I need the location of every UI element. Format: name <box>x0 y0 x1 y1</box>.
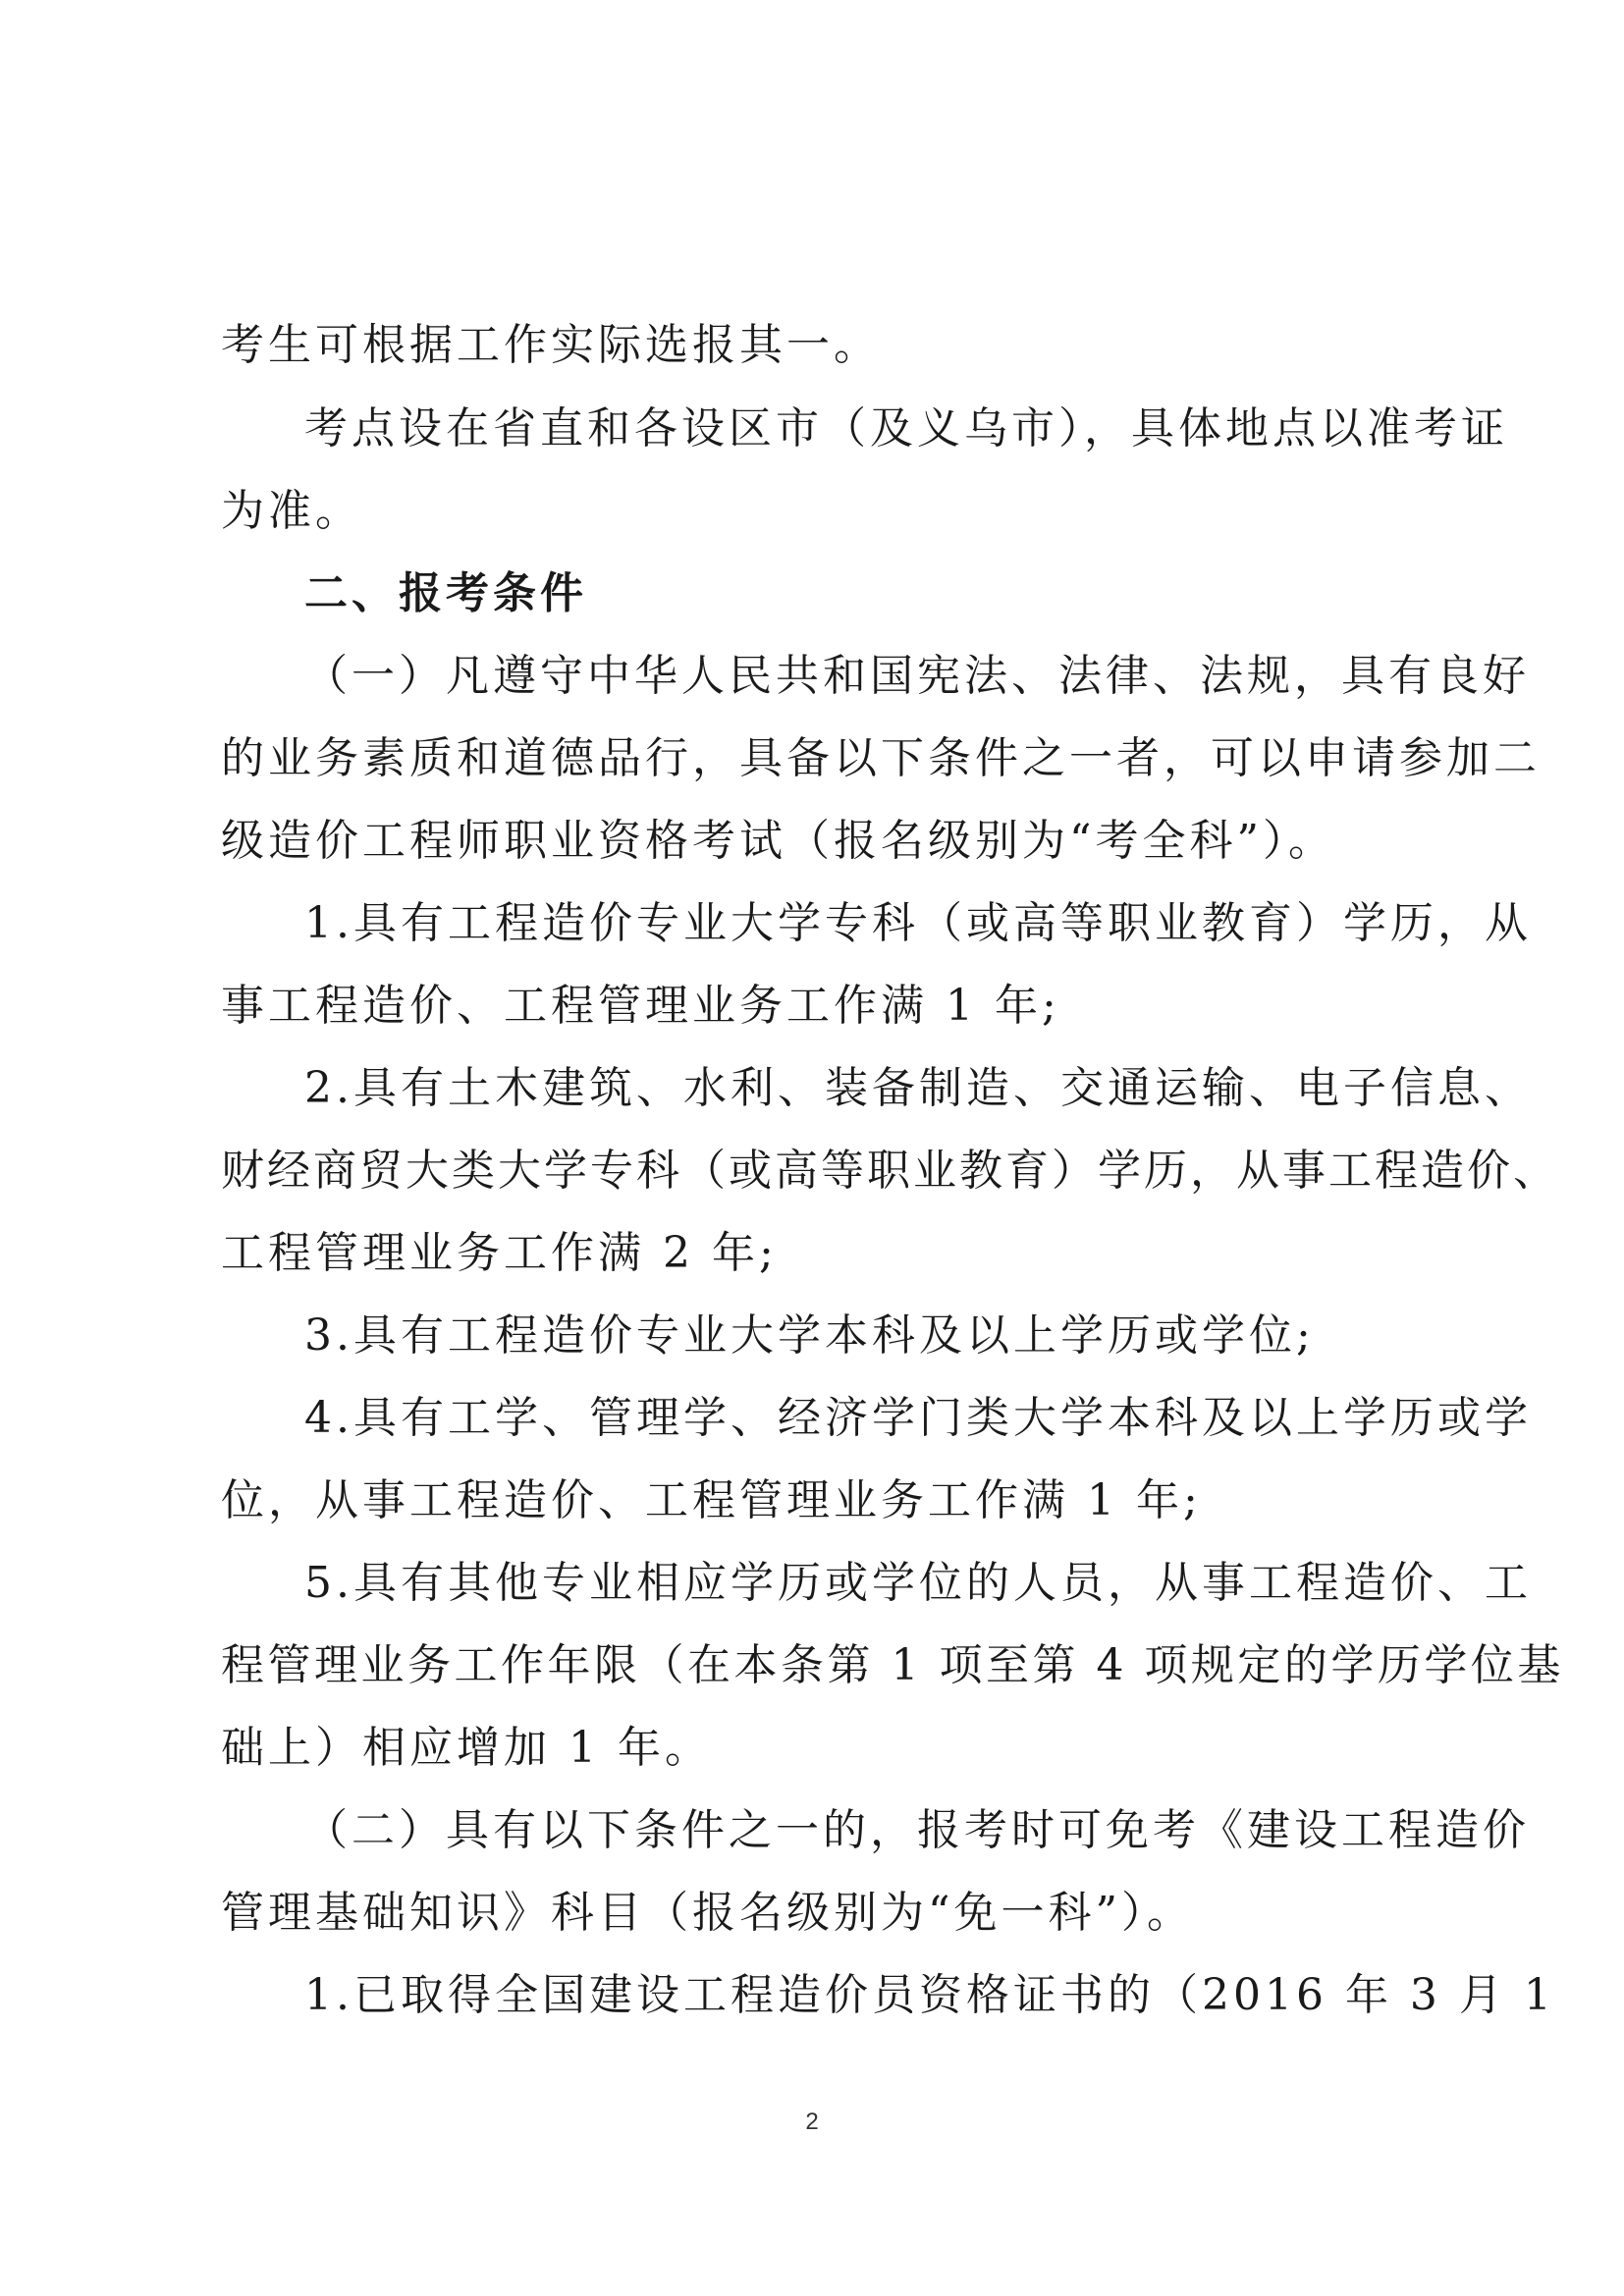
paragraph-line: （二）具有以下条件之一的，报考时可免考《建设工程造价 <box>304 1805 1530 1855</box>
list-item-line: 1.已取得全国建设工程造价员资格证书的（2016 年 3 月 1 <box>304 1970 1555 2020</box>
list-item-line: 2.具有土木建筑、水利、装备制造、交通运输、电子信息、 <box>304 1063 1532 1113</box>
list-item-line: 5.具有其他专业相应学历或学位的人员，从事工程造价、工 <box>304 1558 1532 1608</box>
list-item-line: 事工程造价、工程管理业务工作满 1 年; <box>221 981 1060 1031</box>
paragraph-line: 的业务素质和道德品行，具备以下条件之一者，可以申请参加二 <box>221 733 1541 783</box>
paragraph-line: 管理基础知识》科目（报名级别为“免一科”）。 <box>221 1888 1194 1938</box>
page-number: 2 <box>805 2109 819 2135</box>
paragraph-line: 考生可根据工作实际选报其一。 <box>221 320 881 370</box>
list-item-line: 位，从事工程造价、工程管理业务工作满 1 年; <box>221 1475 1202 1525</box>
list-item-line: 程管理业务工作年限（在本条第 1 项至第 4 项规定的学历学位基 <box>221 1640 1564 1690</box>
paragraph-line: 考点设在省直和各设区市（及义乌市），具体地点以准考证 <box>304 403 1508 454</box>
list-item-line: 财经商贸大类大学专科（或高等职业教育）学历，从事工程造价、 <box>221 1146 1559 1196</box>
list-item-line: 4.具有工学、管理学、经济学门类大学本科及以上学历或学 <box>304 1393 1532 1443</box>
paragraph-line: （一）凡遵守中华人民共和国宪法、法律、法规，具有良好 <box>304 651 1530 701</box>
list-item-line: 工程管理业务工作满 2 年; <box>221 1228 778 1278</box>
list-item-line: 础上）相应增加 1 年。 <box>221 1723 712 1773</box>
section-heading: 二、报考条件 <box>304 568 587 618</box>
list-item-line: 1.具有工程造价专业大学专科（或高等职业教育）学历，从 <box>304 898 1532 948</box>
list-item-line: 3.具有工程造价专业大学本科及以上学历或学位; <box>304 1310 1315 1361</box>
paragraph-line: 级造价工程师职业资格考试（报名级别为“考全科”）。 <box>221 816 1335 866</box>
paragraph-line: 为准。 <box>221 486 362 536</box>
